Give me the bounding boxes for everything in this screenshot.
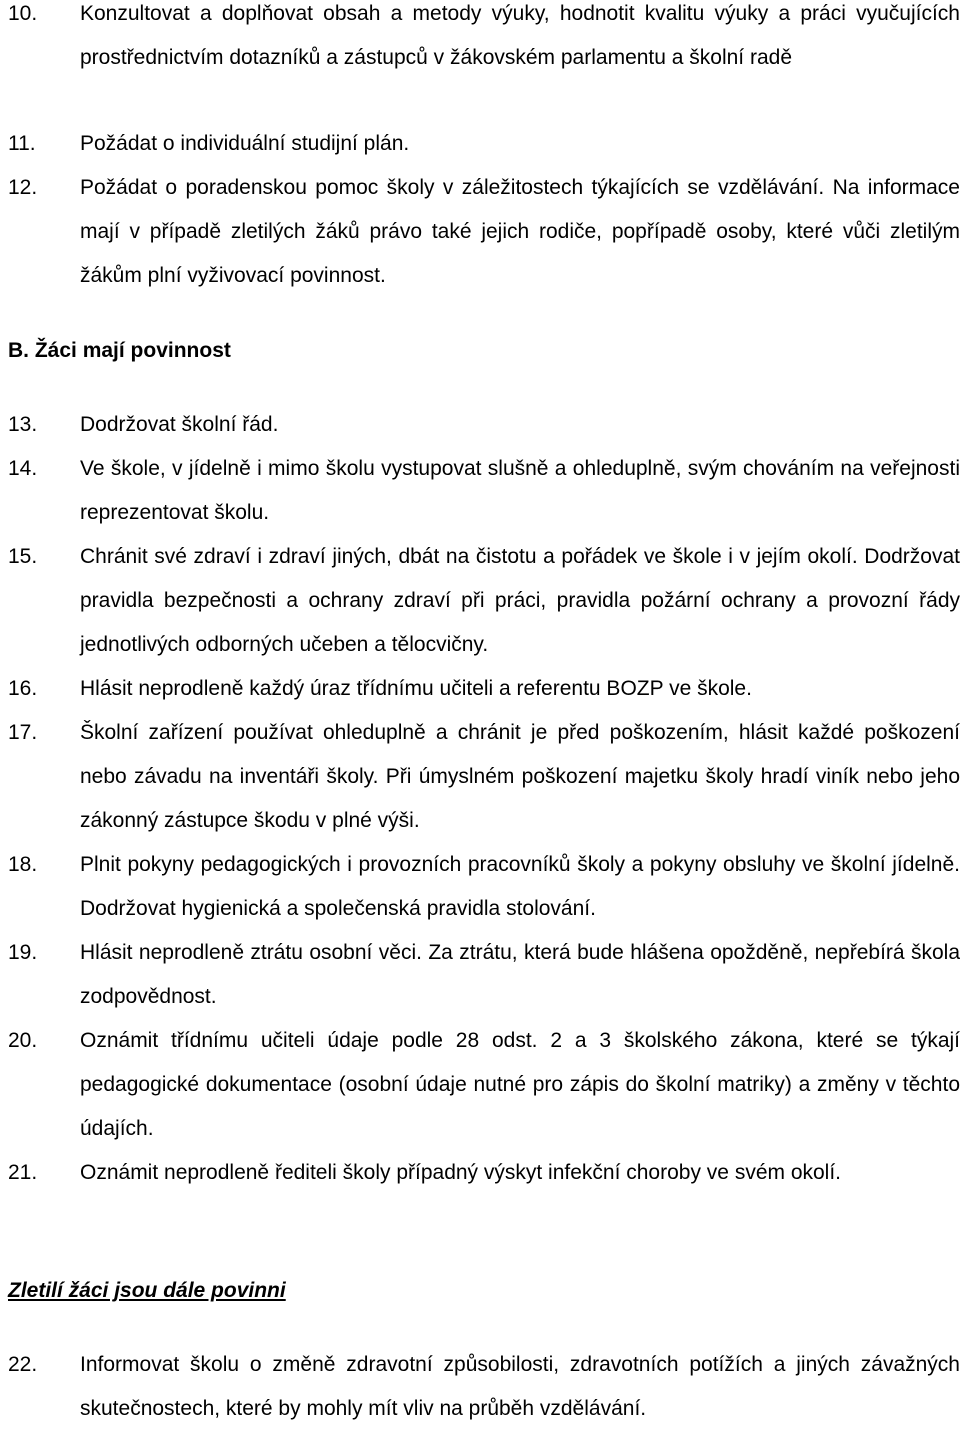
list-item-text: Informovat školu o změně zdravotní způsobilosti, zdravotních potížích a jiných závažných skutečnostech, které by mohly mít vliv na průběh vzdělávání. — [80, 1353, 960, 1420]
list-item-text: Plnit pokyny pedagogických i provozních pracovníků školy a pokyny obsluhy ve školní jídelně. Dodržovat hygienická a společenská pravidla stolování. — [80, 853, 960, 920]
section-heading-adult-students: Zletilí žáci jsou dále povinni — [8, 1279, 286, 1302]
list-item-number: 17. — [8, 721, 38, 744]
list-item-text: Konzultovat a doplňovat obsah a metody výuky, hodnotit kvalitu výuky a práci vyučujících prostřednictvím dotazníků a zástupců v žákovském parlamentu a školní radě — [80, 2, 960, 69]
list-item-text: Dodržovat školní řád. — [80, 413, 279, 436]
section-heading-obligations: B. Žáci mají povinnost — [8, 339, 231, 362]
list-item-number: 18. — [8, 853, 38, 876]
list-item-number: 19. — [8, 941, 38, 964]
list-item-text: Požádat o poradenskou pomoc školy v záležitostech týkajících se vzdělávání. Na informace mají v případě zletilých žáků právo také jejich rodiče, popřípadě osoby, které vůči zletilým žákům plní vyživovací povinnost. — [80, 176, 960, 287]
list-item-number: 12. — [8, 176, 38, 199]
list-item-text: Chránit své zdraví i zdraví jiných, dbát na čistotu a pořádek ve škole i v jejím okolí. Dodržovat pravidla bezpečnosti a ochrany zdraví při práci, pravidla požární ochrany a provozní řády jednotlivých odborných učeben a tělocvičny. — [80, 545, 960, 656]
list-item-number: 13. — [8, 413, 38, 436]
list-item-text: Oznámit třídnímu učiteli údaje podle 28 odst. 2 a 3 školského zákona, které se týkají pedagogické dokumentace (osobní údaje nutné pro zápis do školní matriky) a změny v těchto údajích. — [80, 1029, 960, 1140]
list-item-number: 21. — [8, 1161, 38, 1184]
list-item-number: 16. — [8, 677, 38, 700]
list-item-number: 11. — [8, 132, 36, 155]
list-item-number: 14. — [8, 457, 38, 480]
list-item-text: Školní zařízení používat ohleduplně a chránit je před poškozením, hlásit každé poškození nebo závadu na inventáři školy. Při úmyslném poškození majetku školy hradí viník nebo jeho zákonný zástupce škodu v plné výši. — [80, 721, 960, 832]
list-item-number: 20. — [8, 1029, 38, 1052]
list-item-number: 15. — [8, 545, 38, 568]
list-item-text: Oznámit neprodleně řediteli školy případný výskyt infekční choroby ve svém okolí. — [80, 1161, 842, 1184]
list-item-number: 10. — [8, 2, 38, 25]
list-item-text: Hlásit neprodleně každý úraz třídnímu učiteli a referentu BOZP ve škole. — [80, 677, 752, 700]
list-item-text: Ve škole, v jídelně i mimo školu vystupovat slušně a ohleduplně, svým chováním na veřejnosti reprezentovat školu. — [80, 457, 960, 524]
list-item-text: Hlásit neprodleně ztrátu osobní věci. Za ztrátu, která bude hlášena opožděně, nepřebírá škola zodpovědnost. — [80, 941, 960, 1008]
list-item-text: Požádat o individuální studijní plán. — [80, 132, 410, 155]
list-item-number: 22. — [8, 1353, 38, 1376]
